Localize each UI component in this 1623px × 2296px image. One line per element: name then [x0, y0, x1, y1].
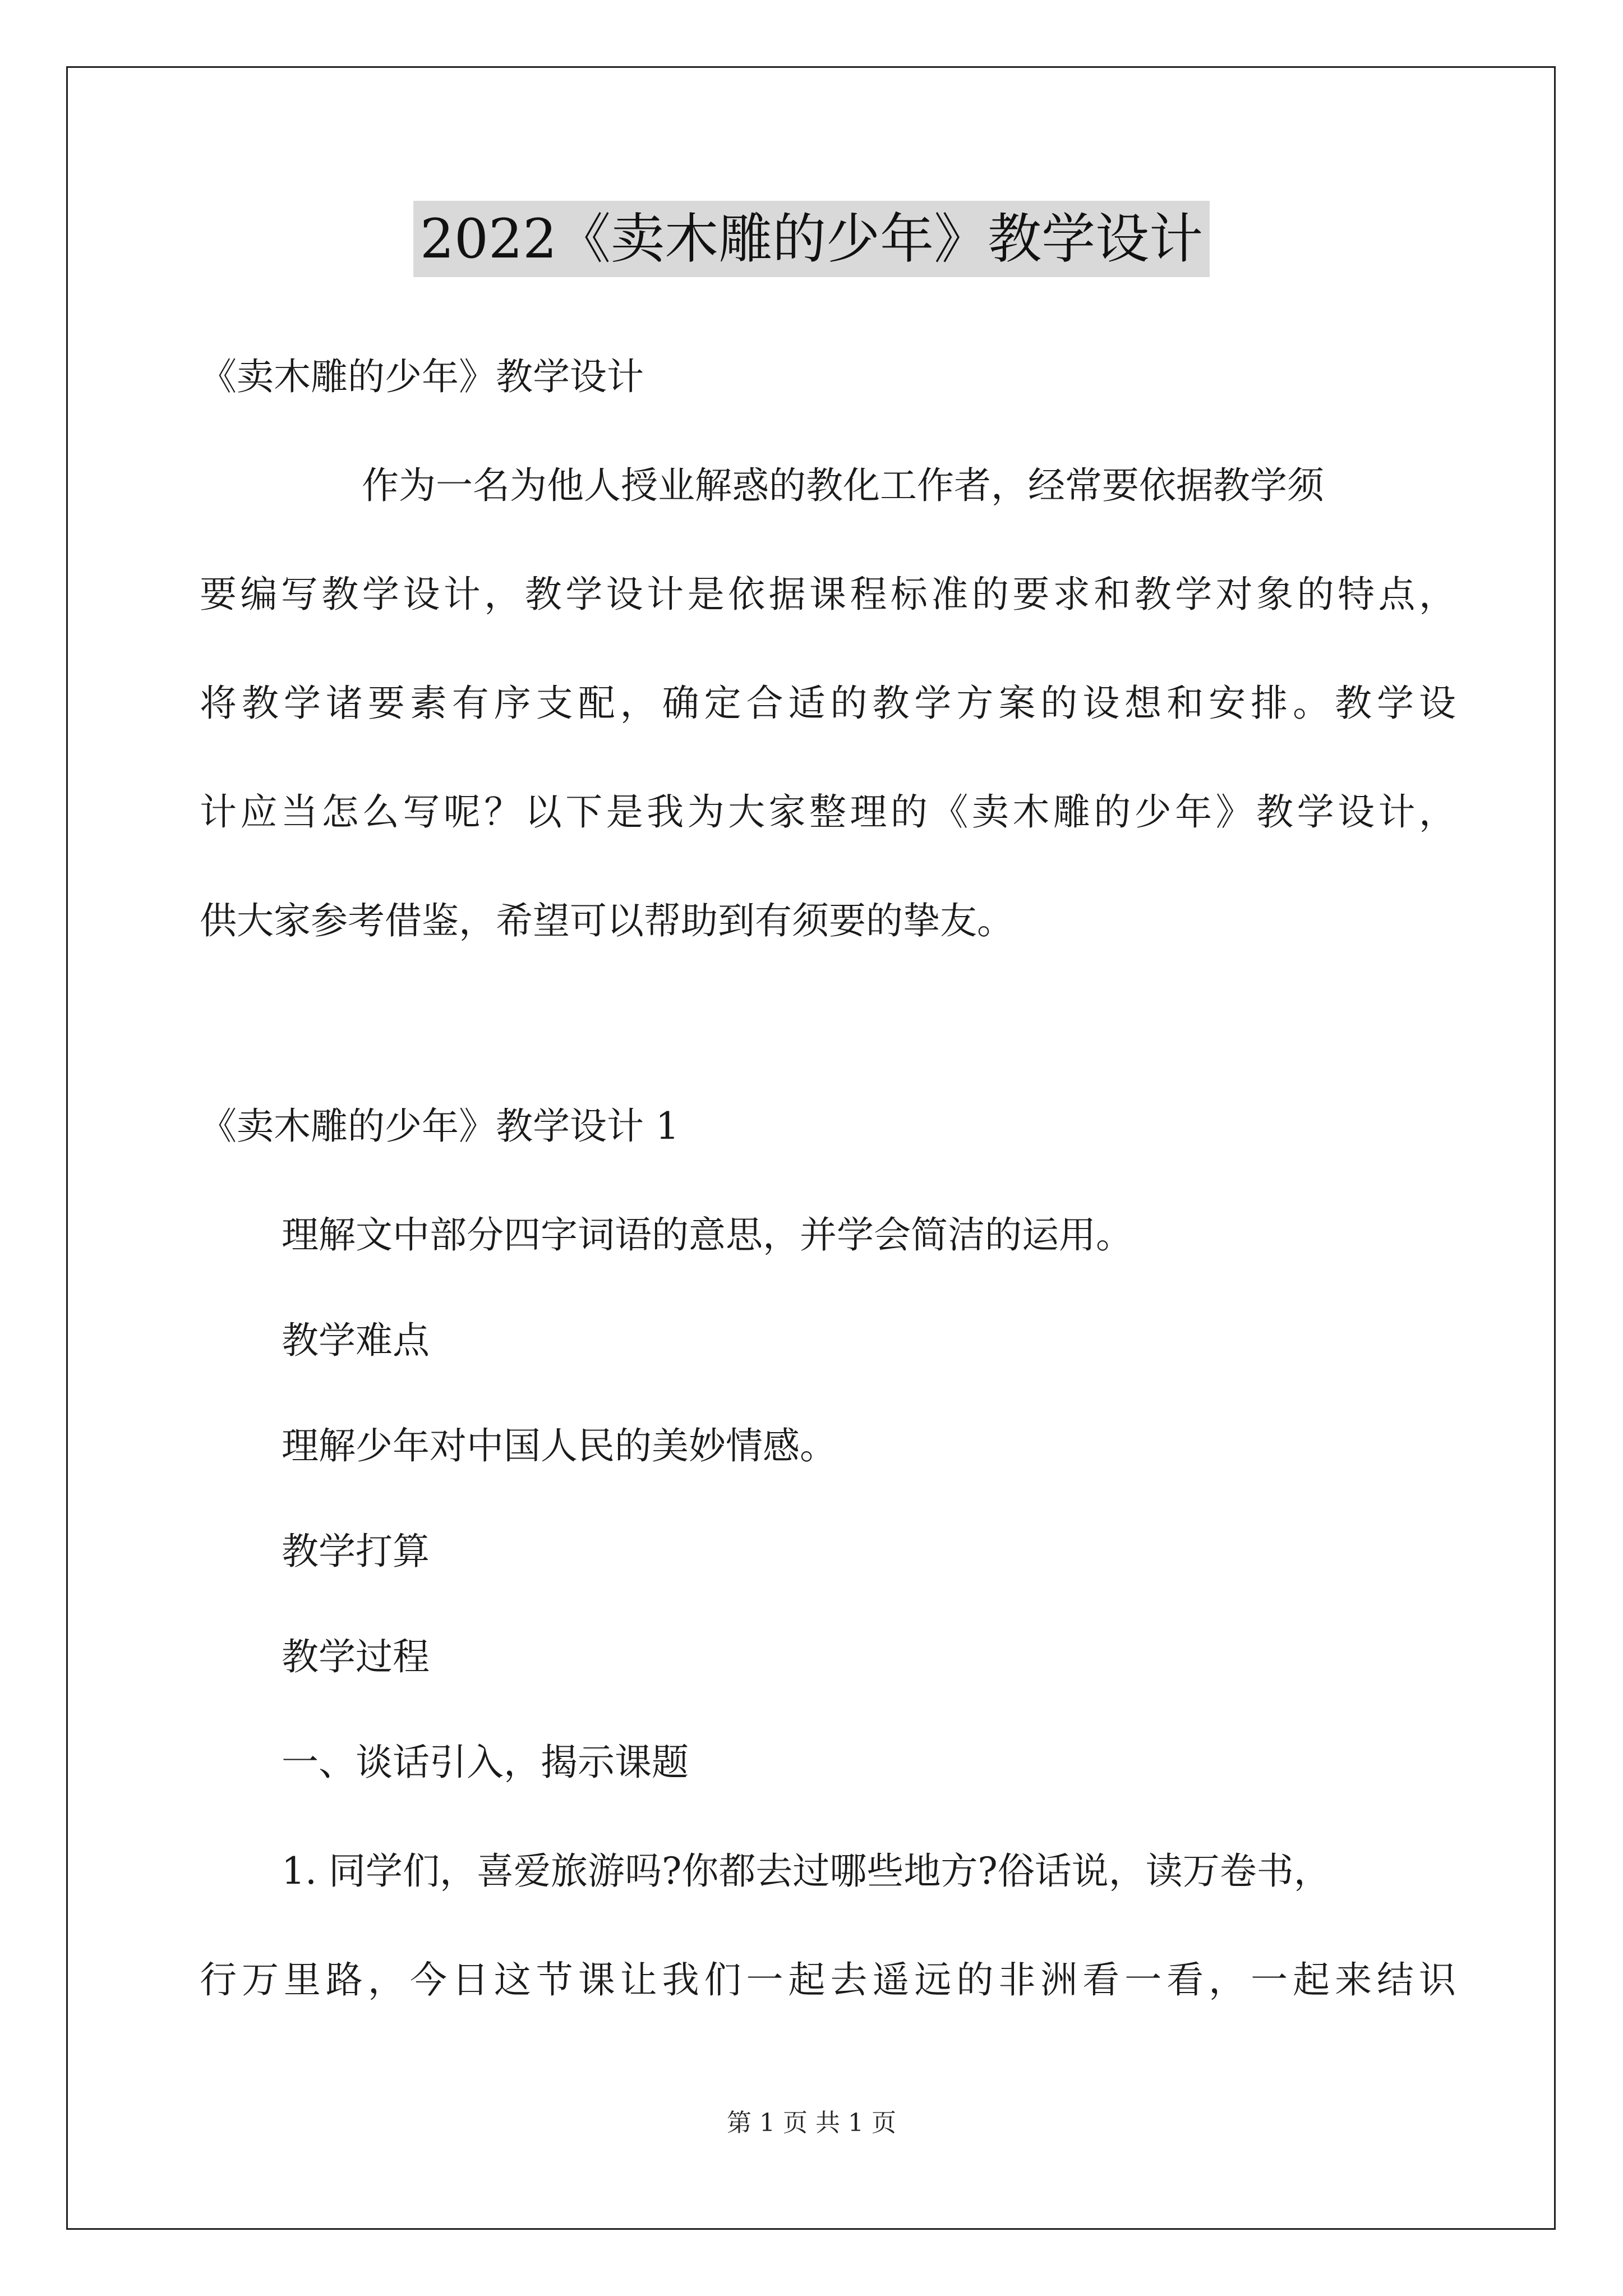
body-line-6: 一、谈话引入，揭示课题: [282, 1741, 689, 1784]
intro-line-5: 供大家参考借鉴，希望可以帮助到有须要的挚友。: [200, 899, 1014, 942]
body-line-3: 理解少年对中国人民的美妙情感。: [282, 1424, 837, 1467]
body-line-7: 1. 同学们，喜爱旅游吗?你都去过哪些地方?俗话说，读万卷书，: [282, 1849, 1331, 1893]
intro-line-1: 作为一名为他人授业解惑的教化工作者，经常要依据教学须: [362, 464, 1324, 507]
section-heading: 《卖木雕的少年》教学设计 1: [200, 1105, 679, 1148]
body-line-4: 教学打算: [282, 1530, 430, 1573]
document-subtitle: 《卖木雕的少年》教学设计: [200, 355, 644, 398]
body-line-8: 行万里路，今日这节课让我们一起去遥远的非洲看一看，一起来结识: [200, 1958, 1456, 2001]
page-footer: 第 1 页 共 1 页: [727, 2109, 896, 2137]
body-line-5: 教学过程: [282, 1635, 430, 1678]
title-container: [0, 201, 1623, 277]
document-title: 2022《卖木雕的少年》教学设计: [413, 201, 1210, 277]
intro-line-3: 将教学诸要素有序支配，确定合适的教学方案的设想和安排。教学设: [200, 682, 1456, 725]
intro-line-2: 要编写教学设计，教学设计是依据课程标准的要求和教学对象的特点，: [200, 573, 1456, 616]
body-line-1: 理解文中部分四字词语的意思，并学会简洁的运用。: [282, 1213, 1133, 1257]
body-line-2: 教学难点: [282, 1319, 430, 1362]
intro-line-4: 计应当怎么写呢？以下是我为大家整理的《卖木雕的少年》教学设计，: [200, 790, 1456, 834]
